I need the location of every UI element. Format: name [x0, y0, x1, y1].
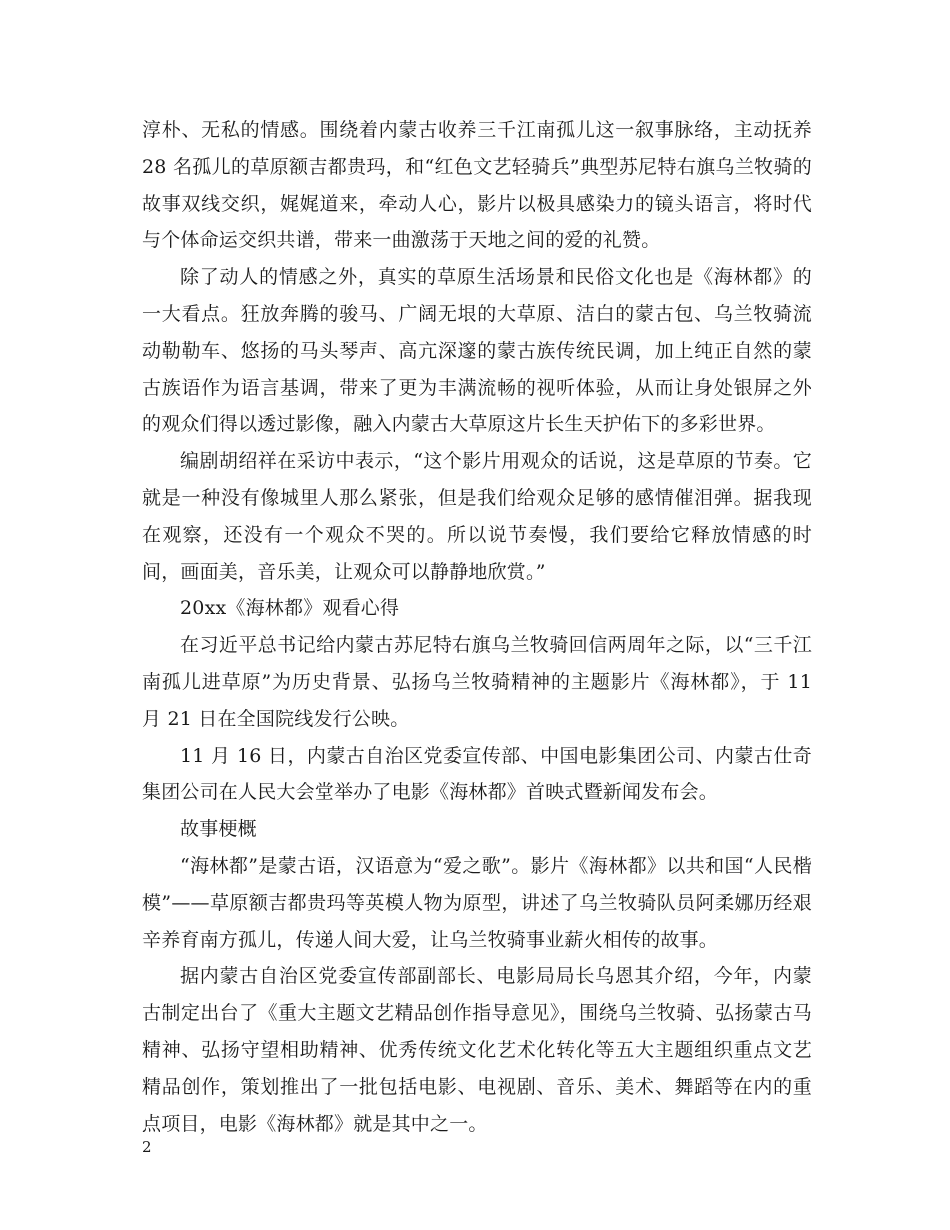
paragraph: 编剧胡绍祥在采访中表示，“这个影片用观众的话说，这是草原的节奏。它就是一种没有像城里人那么紧张，但是我们给观众足够的感情催泪弹。据我现在观察，还没有一个观众不哭的。所以说节奏慢，我们要给它释放情感的时间，画面美，音乐美，让观众可以静静地欣赏。”	[142, 450, 812, 583]
paragraph-continuation: 淳朴、无私的情感。围绕着内蒙古收养三千江南孤儿这一叙事脉络，主动抚养 28 名孤儿的草原额吉都贵玛，和“红色文艺轻骑兵”典型苏尼特右旗乌兰牧骑的故事双线交织，娓娓道来，牵动人心，影片以极具感染力的镜头语言，将时代与个体命运交织共谱，带来一曲激荡于天地之间的爱的礼赞。	[142, 119, 819, 252]
paragraph: “海林都”是蒙古语，汉语意为“爱之歌”。影片《海林都》以共和国“人民楷模”——草原额吉都贵玛等英模人物为原型，讲述了乌兰牧骑队员阿柔娜历经艰辛养育南方孤儿，传递人间大爱，让乌兰牧骑事业薪火相传的故事。	[142, 854, 812, 951]
section-heading: 20xx《海林都》观看心得	[180, 597, 400, 620]
paragraph: 在习近平总书记给内蒙古苏尼特右旗乌兰牧骑回信两周年之际，以“三千江南孤儿进草原”为历史背景、弘扬乌兰牧骑精神的主题影片《海林都》，于 11 月 21 日在全国院线发行公映。	[142, 634, 819, 730]
paragraph: 据内蒙古自治区党委宣传部副部长、电影局局长乌恩其介绍，今年，内蒙古制定出台了《重大主题文艺精品创作指导意见》，围绕乌兰牧骑、弘扬蒙古马精神、弘扬守望相助精神、优秀传统文化艺术化转化等五大主题组织重点文艺精品创作，策划推出了一批包括电影、电视剧、音乐、美术、舞蹈等在内的重点项目，电影《海林都》就是其中之一。	[142, 965, 812, 1135]
paragraph: 11 月 16 日，内蒙古自治区党委宣传部、中国电影集团公司、内蒙古仕奇集团公司在人民大会堂举办了电影《海林都》首映式暨新闻发布会。	[142, 744, 812, 804]
paragraph: 除了动人的情感之外，真实的草原生活场景和民俗文化也是《海林都》的一大看点。狂放奔腾的骏马、广阔无垠的大草原、洁白的蒙古包、乌兰牧骑流动勒勒车、悠扬的马头琴声、高亢深邃的蒙古族传统民调，加上纯正自然的蒙古族语作为语言基调，带来了更为丰满流畅的视听体验，从而让身处银屏之外的观众们得以透过影像，融入内蒙古大草原这片长生天护佑下的多彩世界。	[142, 266, 812, 436]
section-heading: 故事梗概	[180, 818, 257, 841]
page-number: 2	[142, 1138, 152, 1156]
document-body	[142, 112, 819, 1142]
